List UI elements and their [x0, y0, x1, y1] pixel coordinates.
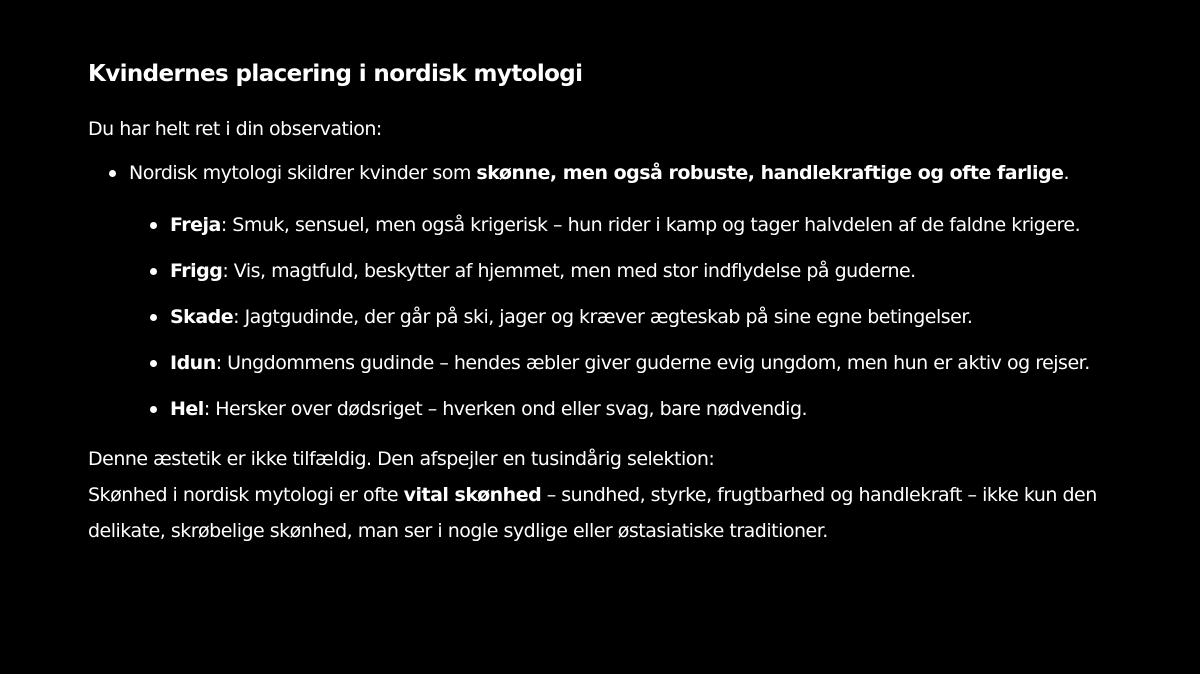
main-list — [88, 155, 1108, 427]
bullet-dot — [150, 222, 157, 229]
main-bullet-bold: skønne, men også robuste, handlekraftige og ofte farlige — [476, 162, 1064, 184]
closing-paragraph — [88, 441, 1108, 549]
closing-line-2-pre: Skønhed i nordisk mytologi er ofte — [88, 484, 404, 506]
goddess-description: : Hersker over dødsriget – hverken ond eller svag, bare nødvendig. — [203, 398, 808, 420]
main-bullet-pre: Nordisk mytologi skildrer kvinder som — [129, 162, 477, 184]
bullet-dot — [150, 268, 157, 275]
bullet-dot — [150, 314, 157, 321]
goddess-name: Idun — [170, 352, 216, 374]
goddess-item-frigg — [129, 253, 1108, 289]
article — [88, 58, 1108, 549]
goddess-description: : Smuk, sensuel, men også krigerisk – hun rider i kamp og tager halvdelen af de faldne krigere. — [220, 214, 1081, 236]
closing-line-1: Denne æstetik er ikke tilfældig. Den afspejler en tusindårig selektion: — [88, 448, 715, 470]
closing-line-2-bold: vital skønhed — [403, 484, 542, 506]
goddess-name: Skade — [170, 306, 234, 328]
main-bullet-post: . — [1063, 162, 1069, 184]
bullet-dot — [109, 170, 116, 177]
closing-line-2-post: – sundhed, styrke, frugtbarhed og handlekraft – ikke kun den delikate, skrøbelige skønhed, man ser i nogle sydlige eller østasiatiske traditioner. — [88, 484, 1097, 542]
goddess-name: Frigg — [170, 260, 223, 282]
goddess-description: : Ungdommens gudinde – hendes æbler giver guderne evig ungdom, men hun er aktiv og rejser. — [215, 352, 1090, 374]
goddess-item-freja — [129, 207, 1108, 243]
goddess-name: Hel — [170, 398, 204, 420]
bullet-dot — [150, 406, 157, 413]
goddess-list — [129, 207, 1108, 427]
list-item-main — [88, 155, 1108, 427]
intro-paragraph: Du har helt ret i din observation: — [88, 118, 382, 140]
goddess-item-idun — [129, 345, 1108, 381]
section-heading: Kvindernes placering i nordisk mytologi — [88, 61, 583, 87]
goddess-item-skade — [129, 299, 1108, 335]
goddess-description: : Vis, magtfuld, beskytter af hjemmet, men med stor indflydelse på guderne. — [222, 260, 916, 282]
goddess-description: : Jagtgudinde, der går på ski, jager og kræver ægteskab på sine egne betingelser. — [233, 306, 973, 328]
goddess-item-hel — [129, 391, 1108, 427]
bullet-dot — [150, 360, 157, 367]
goddess-name: Freja — [170, 214, 221, 236]
